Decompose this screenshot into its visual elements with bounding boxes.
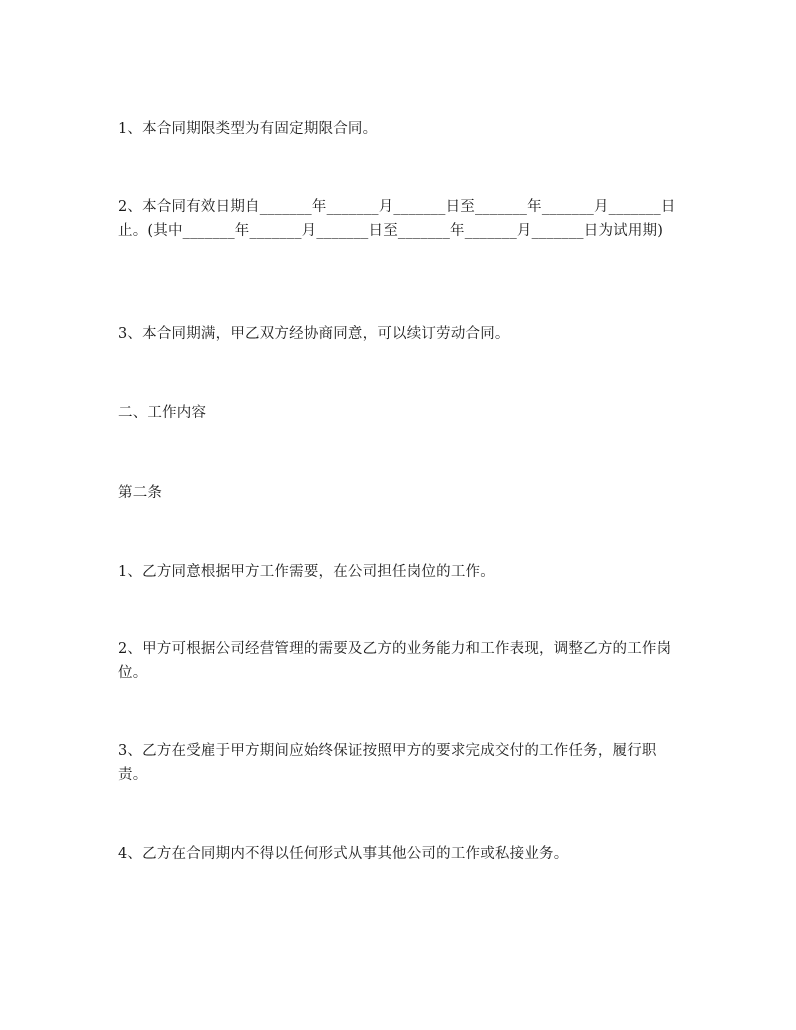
clause-renewal: 3、本合同期满，甲乙双方经协商同意，可以续订劳动合同。 — [118, 326, 510, 342]
article-heading-2: 第二条 — [118, 485, 163, 501]
clause-no-outside-work: 4、乙方在合同期内不得以任何形式从事其他公司的工作或私接业务。 — [118, 846, 569, 862]
clause-effective-dates: 2、本合同有效日期自_______年_______月_______日至_______年_______月_______日止。(其中_______年_______月_______日至_______年_______月_______日为试用期) — [118, 199, 676, 239]
section-heading-work-content: 二、工作内容 — [118, 405, 207, 421]
clause-position-assignment: 1、乙方同意根据甲方工作需要，在公司担任岗位的工作。 — [118, 564, 495, 580]
clause-task-completion: 3、乙方在受雇于甲方期间应始终保证按照甲方的要求完成交付的工作任务，履行职责。 — [118, 743, 657, 783]
clause-term-type: 1、本合同期限类型为有固定期限合同。 — [118, 121, 378, 137]
clause-position-adjustment: 2、甲方可根据公司经营管理的需要及乙方的业务能力和工作表现，调整乙方的工作岗位。 — [118, 641, 672, 681]
